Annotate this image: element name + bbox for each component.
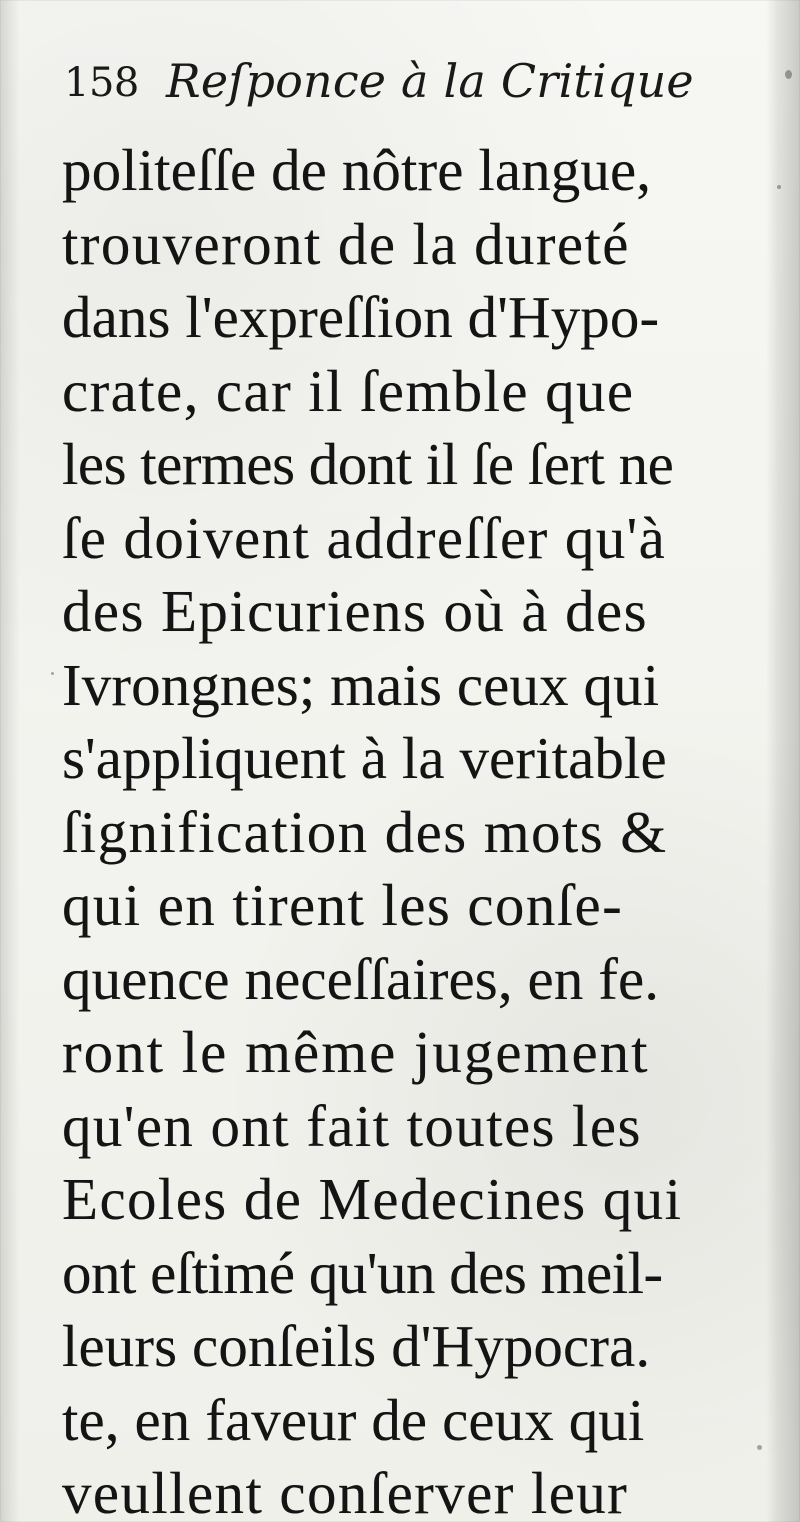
text-line-12: quence neceſſaires, en fe. bbox=[62, 945, 660, 1012]
text-line-18: te, en faveur de ceux qui bbox=[62, 1386, 645, 1453]
text-line-7: des Epicuriens où à des bbox=[62, 578, 648, 644]
text-line-14: qu'en ont fait toutes les bbox=[62, 1092, 642, 1159]
text-line-3: dans l'expreſſion d'Hypo- bbox=[62, 284, 660, 350]
paper-speck bbox=[785, 70, 792, 79]
text-line-11: qui en tirent les conſe- bbox=[62, 872, 624, 938]
text-line-8: Ivrongnes; mais ceux qui bbox=[62, 651, 660, 718]
text-line-1: politeſſe de nôtre langue, bbox=[62, 137, 652, 203]
running-head: Reſponce à la Critique bbox=[166, 54, 694, 108]
text-line-13: ront le même jugement bbox=[62, 1019, 650, 1085]
text-line-5: les termes dont il ſe ſert ne bbox=[62, 431, 674, 497]
paper-speck bbox=[757, 1445, 762, 1450]
paper-speck bbox=[777, 185, 781, 189]
text-line-10: ſignification des mots & bbox=[62, 798, 668, 865]
text-line-16: ont eſtimé qu'un des meil- bbox=[62, 1239, 663, 1306]
page-left-shadow bbox=[0, 0, 20, 1522]
text-line-2: trouveront de la dureté bbox=[62, 210, 630, 277]
body-text bbox=[62, 134, 722, 1522]
paper-speck bbox=[51, 672, 54, 675]
text-line-15: Ecoles de Medecines qui bbox=[62, 1166, 683, 1232]
text-line-6: ſe doivent addreſſer qu'à bbox=[62, 504, 667, 571]
page-header bbox=[64, 54, 744, 144]
page-number: 158 bbox=[64, 60, 139, 106]
page-right-edge bbox=[766, 0, 800, 1522]
text-line-4: crate, car il ſemble que bbox=[62, 357, 635, 424]
text-line-17: leurs conſeils d'Hypocra. bbox=[62, 1313, 651, 1379]
text-line-19: veullent conſerver leur bbox=[62, 1460, 629, 1522]
text-line-9: s'appliquent à la veritable bbox=[62, 725, 667, 791]
